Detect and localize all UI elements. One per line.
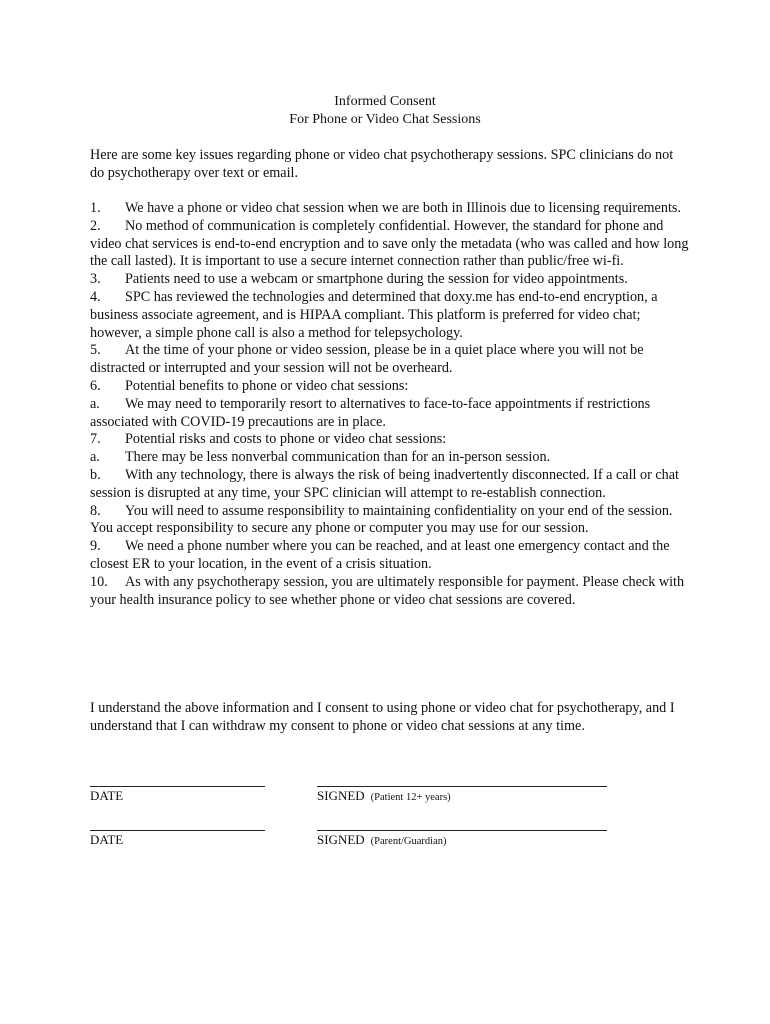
guardian-signed-label [317,832,446,850]
list-item [90,289,690,342]
item-text: As with any psychotherapy session, you are ultimately responsible for payment. Please check with your health insurance policy to see whether phone or video chat sessions are covered. [90,573,685,608]
item-number: 5. [90,342,101,359]
item-text: There may be less nonverbal communication than for an in-person session. [125,449,551,466]
intro-paragraph: Here are some key issues regarding phone or video chat psychotherapy sessions. SPC clinicians do not do psychotherapy over text or email. [90,147,674,181]
list-item [90,378,690,396]
item-number: 1. [90,200,101,216]
list-item [90,467,690,503]
item-number: 8. [90,502,101,519]
guardian-date-label: DATE [90,832,124,847]
item-text: SPC has reviewed the technologies and determined that doxy.me has end-to-end encryption, a business associate agreement, and is HIPAA compliant. This platform is preferred for video chat; however, a simple phone call is also a method for telepsychology. [90,288,658,341]
item-text: Patients need to use a webcam or smartphone during the session for video appointments. [125,271,628,288]
item-number: a. [90,395,100,412]
item-text: Potential risks and costs to phone or video chat sessions: [125,431,447,448]
item-number: 3. [90,271,101,288]
list-item [90,396,690,432]
item-number: 6. [90,377,101,394]
consent-statement: I understand the above information and I consent to using phone or video chat for psychotherapy, and I understand that I can withdraw my consent to phone or video chat sessions at any time. [90,700,675,734]
item-text: With any technology, there is always the risk of being inadvertently disconnected. If a call or chat session is disrupted at any time, your SPC clinician will attempt to re-establish connection. [90,466,679,501]
consent-items-list [90,200,690,609]
title-line-1: Informed Consent [334,94,436,109]
document-title [0,93,770,129]
item-text: At the time of your phone or video session, please be in a quiet place where you will not be distracted or interrupted and your session will not be overheard. [90,342,644,377]
patient-signature-line[interactable] [317,786,607,787]
item-text: We have a phone or video chat session when we are both in Illinois due to licensing requirements. [125,200,681,216]
list-item [90,538,690,574]
signed-label-text: SIGNED [317,832,365,847]
item-number: 2. [90,217,101,234]
list-item [90,200,690,218]
item-number: 4. [90,288,101,305]
item-number: 7. [90,431,101,448]
list-item [90,503,690,539]
guardian-date-line[interactable] [90,830,265,831]
list-item [90,431,690,449]
item-text: No method of communication is completely confidential. However, the standard for phone and video chat services is end-to-end encryption and to save only the metadata (who was called and how long the call lasted). It is important to use a secure internet connection rather than public/free wi-fi. [90,217,689,270]
item-text: You will need to assume responsibility to maintaining confidentiality on your end of the session. You accept responsibility to secure any phone or computer you may use for our session. [90,502,673,537]
list-item [90,271,690,289]
item-number: 9. [90,538,101,555]
title-line-2: For Phone or Video Chat Sessions [289,112,481,127]
guardian-signature-line[interactable] [317,830,607,831]
signed-label-text: SIGNED [317,788,365,803]
item-text: Potential benefits to phone or video chat sessions: [125,377,409,394]
patient-date-label: DATE [90,788,124,803]
patient-age-note: (Patient 12+ years) [370,792,451,803]
item-number: a. [90,449,100,466]
patient-signed-label [317,788,451,806]
item-text: We need a phone number where you can be reached, and at least one emergency contact and the closest ER to your location, in the event of a crisis situation. [90,538,670,572]
list-item [90,574,690,610]
list-item [90,218,690,271]
item-text: We may need to temporarily resort to alternatives to face-to-face appointments if restrictions associated with COVID-19 precautions are in place. [90,395,651,430]
patient-date-line[interactable] [90,786,265,787]
item-number: 10. [90,573,108,590]
item-number: b. [90,466,101,483]
guardian-note: (Parent/Guardian) [370,836,447,847]
list-item [90,342,690,378]
list-item [90,449,690,467]
